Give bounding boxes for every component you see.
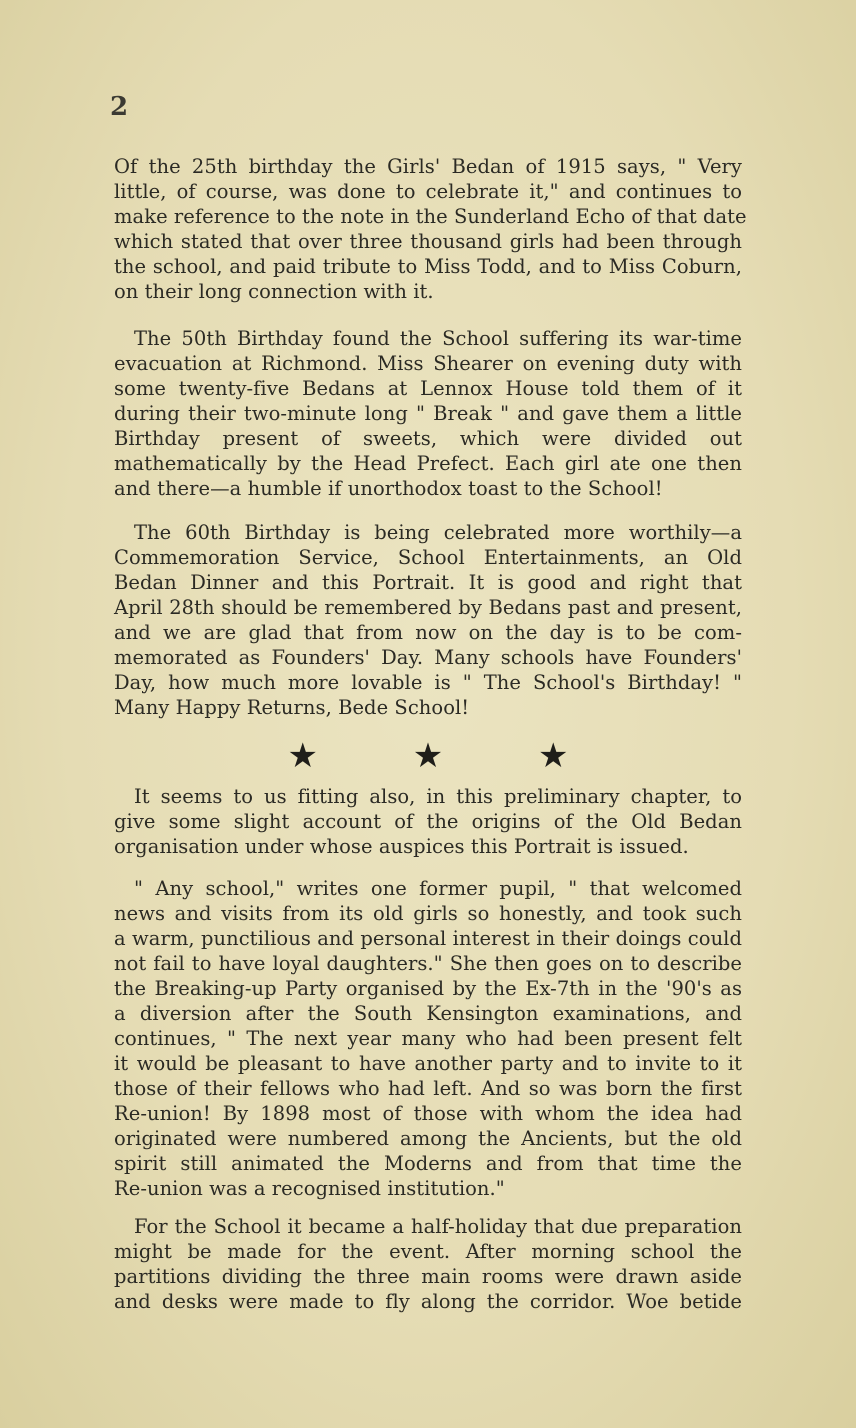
text-line: some twenty-five Bedans at Lennox House told them of it [114, 377, 742, 400]
text-line: partitions dividing the three main rooms were drawn aside [114, 1265, 742, 1288]
text-line: The 50th Birthday found the School suffering its war-time [134, 327, 742, 350]
text-line: Of the 25th birthday the Girls' Bedan of 1915 says, " Very [114, 155, 742, 178]
text-line: It seems to us fitting also, in this preliminary chapter, to [134, 785, 742, 808]
text-line: it would be pleasant to have another party and to invite to it [114, 1052, 742, 1075]
text-line: a diversion after the South Kensington examinations, and [114, 1002, 742, 1025]
paragraph-50th-birthday [114, 326, 742, 501]
text-line: For the School it became a half-holiday that due preparation [134, 1215, 742, 1238]
text-line: the Breaking-up Party organised by the Ex-7th in the '90's as [114, 977, 742, 1000]
text-line: which stated that over three thousand girls had been through [114, 230, 742, 253]
text-line: The 60th Birthday is being celebrated more worthily—a [134, 521, 742, 544]
text-line: those of their fellows who had left. And so was born the first [114, 1077, 742, 1100]
text-line: not fail to have loyal daughters." She then goes on to describe [114, 952, 742, 975]
text-line: Commemoration Service, School Entertainments, an Old [114, 546, 742, 569]
text-line: April 28th should be remembered by Bedans past and present, [114, 596, 742, 619]
paragraph-60th-birthday [114, 520, 742, 720]
page-number: 2 [110, 92, 129, 122]
text-line: the school, and paid tribute to Miss Todd, and to Miss Coburn, [114, 255, 742, 278]
text-line: Re-union was a recognised institution." [114, 1177, 505, 1200]
text-line: might be made for the event. After morning school the [114, 1240, 742, 1263]
paragraph-half-holiday [114, 1214, 742, 1314]
text-line: make reference to the note in the Sunderland Echo of that date [114, 205, 747, 228]
text-line: during their two-minute long " Break " and gave them a little [114, 402, 742, 425]
paragraph-former-pupil-quote [114, 876, 742, 1201]
text-line: a warm, punctilious and personal interest in their doings could [114, 927, 742, 950]
text-line: evacuation at Richmond. Miss Shearer on evening duty with [114, 352, 742, 375]
text-line: and desks were made to fly along the corridor. Woe betide [114, 1290, 742, 1313]
paragraph-origins [114, 784, 742, 859]
text-line: Birthday present of sweets, which were divided out [114, 427, 742, 450]
text-line: continues, " The next year many who had been present felt [114, 1027, 742, 1050]
text-line: Many Happy Returns, Bede School! [114, 696, 470, 719]
text-line: give some slight account of the origins of the Old Bedan [114, 810, 742, 833]
text-line: " Any school," writes one former pupil, " that welcomed [134, 877, 742, 900]
text-line: and there—a humble if unorthodox toast to the School! [114, 477, 663, 500]
text-line: and we are glad that from now on the day is to be com- [114, 621, 742, 644]
text-line: little, of course, was done to celebrate it," and continues to [114, 180, 742, 203]
star-separator: ★ ★ ★ [287, 736, 611, 776]
text-line: spirit still animated the Moderns and from that time the [114, 1152, 742, 1175]
text-line: memorated as Founders' Day. Many schools have Founders' [114, 646, 742, 669]
text-line: mathematically by the Head Prefect. Each girl ate one then [114, 452, 742, 475]
text-line: on their long connection with it. [114, 280, 434, 303]
text-line: organisation under whose auspices this Portrait is issued. [114, 835, 689, 858]
text-line: Bedan Dinner and this Portrait. It is good and right that [114, 571, 742, 594]
text-line: Re-union! By 1898 most of those with whom the idea had [114, 1102, 742, 1125]
text-line: news and visits from its old girls so honestly, and took such [114, 902, 742, 925]
text-line: Day, how much more lovable is " The School's Birthday! " [114, 671, 742, 694]
paragraph-25th-birthday [114, 154, 747, 304]
text-line: originated were numbered among the Ancients, but the old [114, 1127, 742, 1150]
